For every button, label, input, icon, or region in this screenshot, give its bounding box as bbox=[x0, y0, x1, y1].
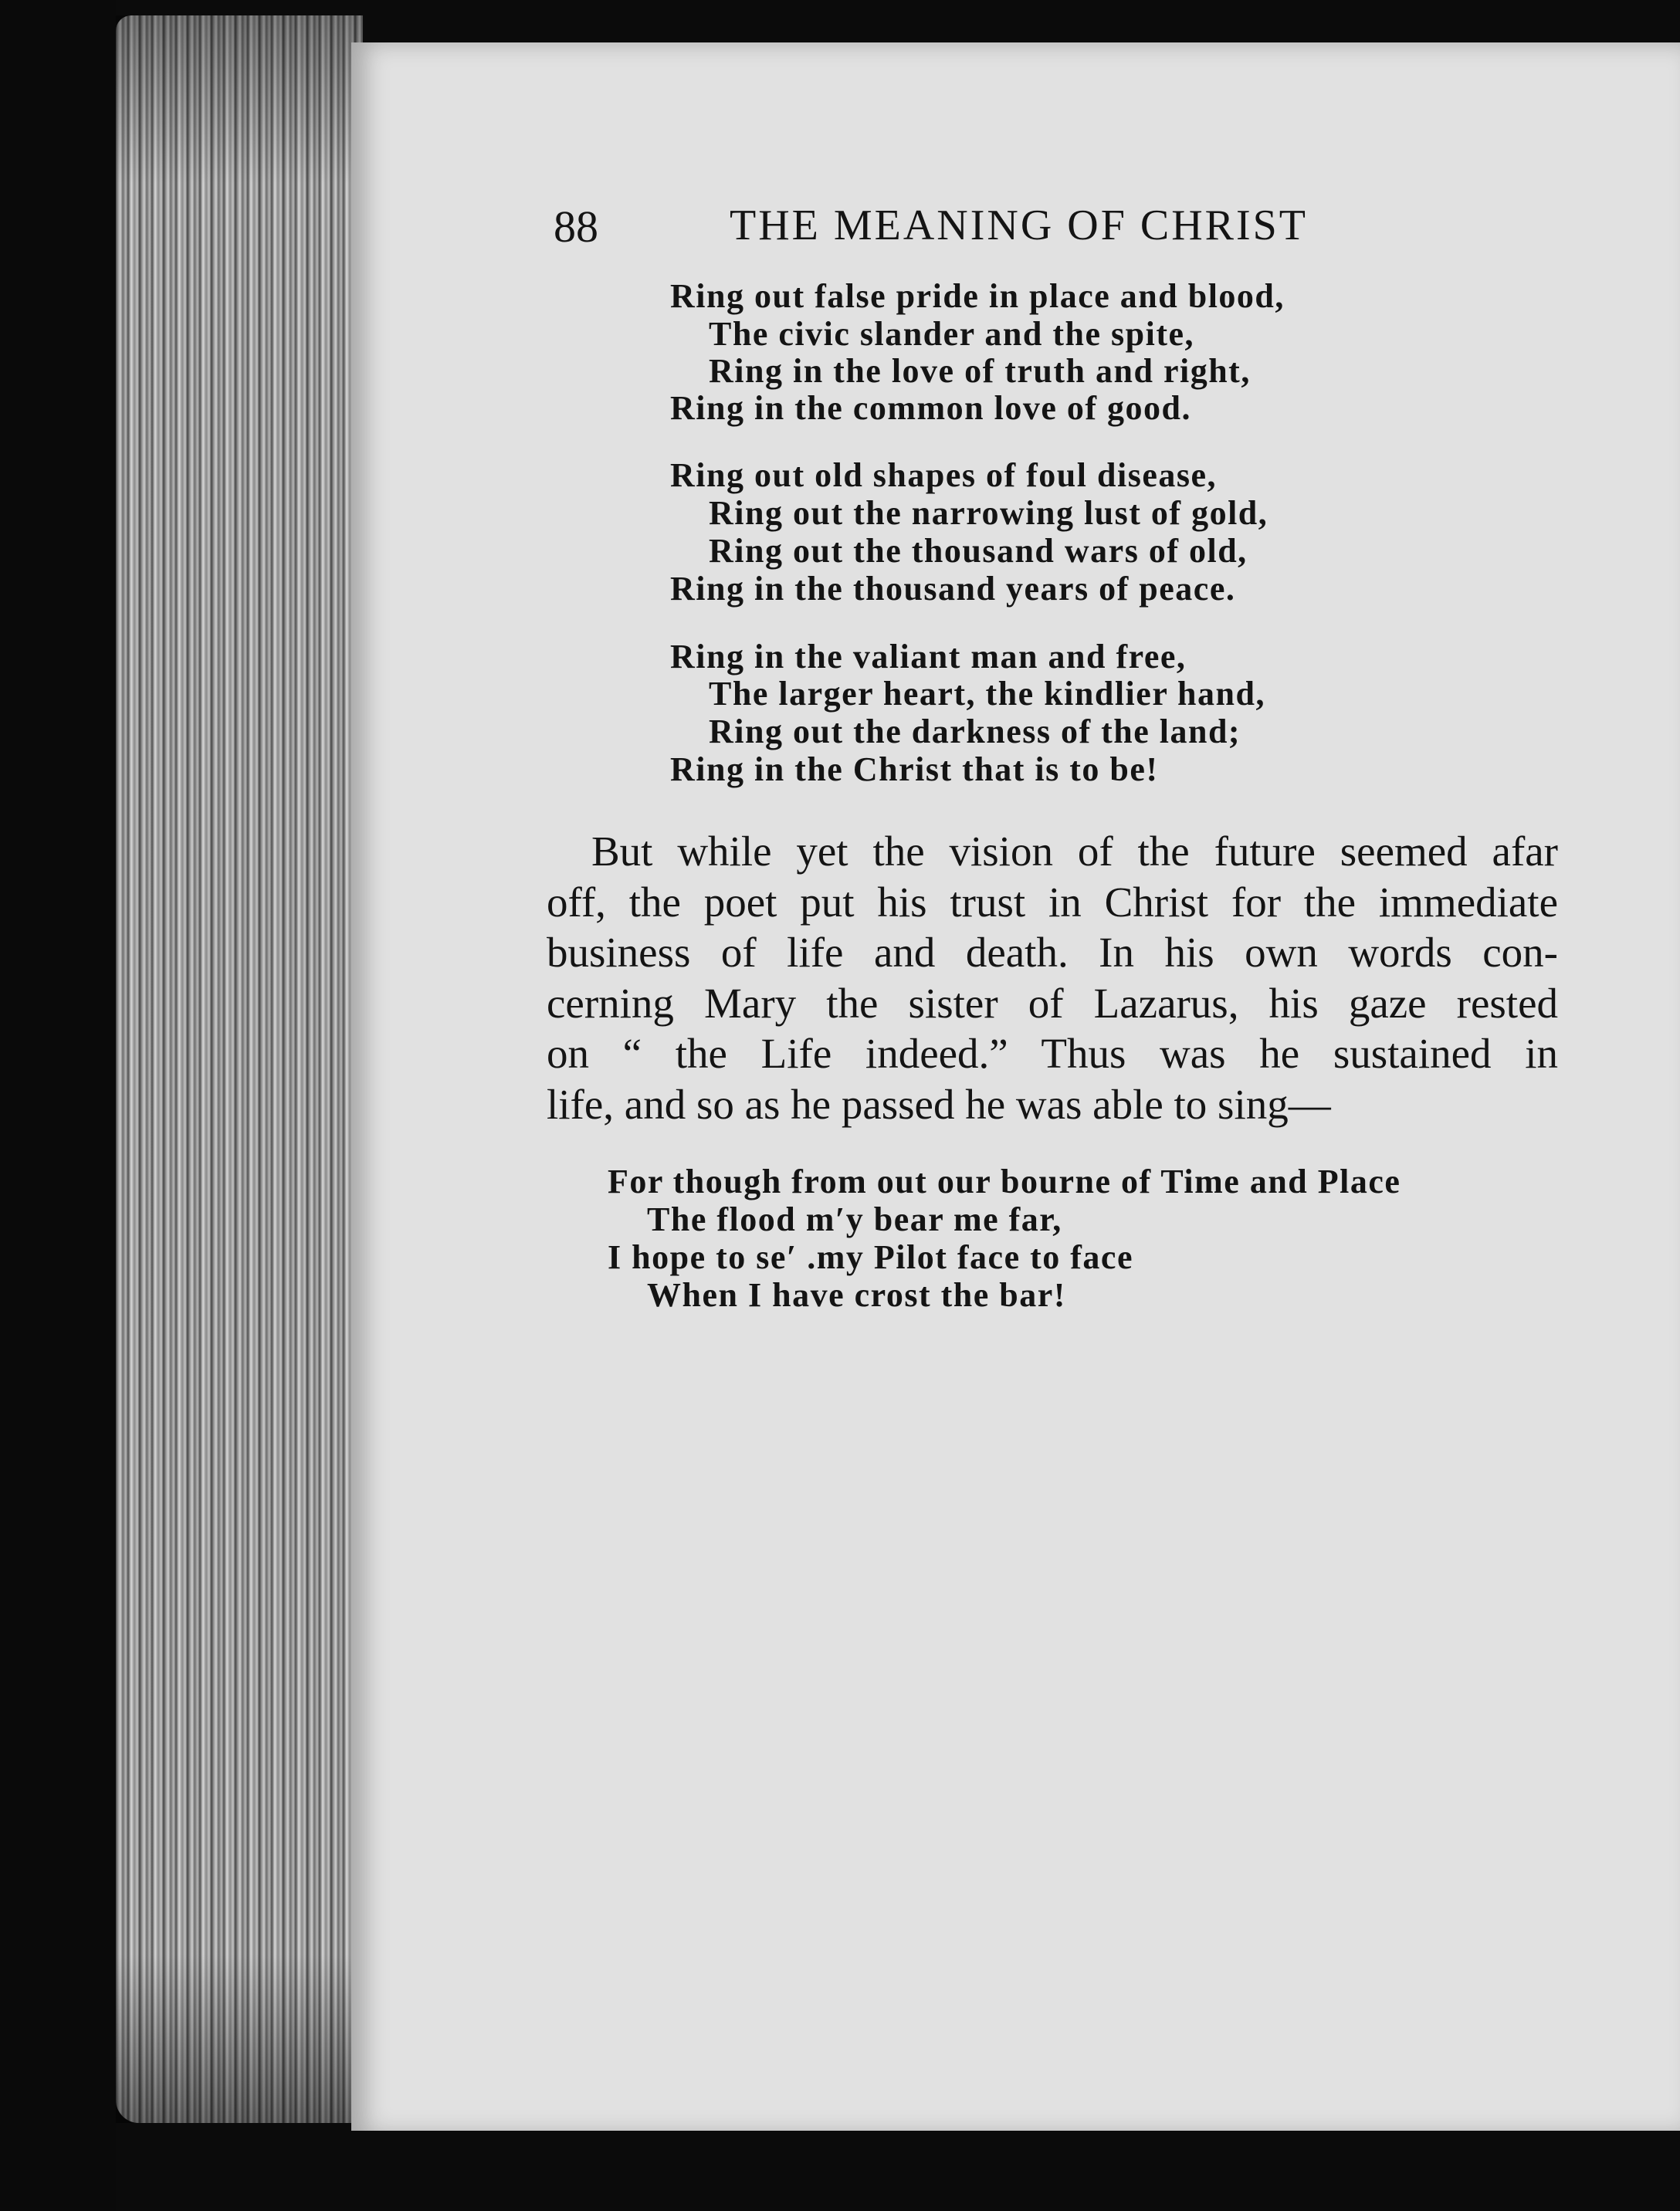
poem-line: For though from out our bourne of Time and Place bbox=[608, 1163, 1401, 1200]
page-number: 88 bbox=[554, 201, 598, 252]
poem-line: Ring out old shapes of foul disease, bbox=[670, 456, 1218, 494]
prose-line: business of life and death. In his own words con- bbox=[547, 929, 1558, 976]
poem-line: Ring in the valiant man and free, bbox=[670, 638, 1187, 675]
poem-line: I hope to seʹ .my Pilot face to face bbox=[608, 1238, 1133, 1276]
prose-line: off, the poet put his trust in Christ for the immediate bbox=[547, 878, 1558, 926]
poem-line: Ring out false pride in place and blood, bbox=[670, 277, 1285, 315]
poem-line: The civic slander and the spite, bbox=[709, 315, 1195, 353]
poem-line: Ring out the narrowing lust of gold, bbox=[709, 494, 1268, 532]
prose-paragraph bbox=[547, 826, 1558, 1129]
poem-line: When I have crost the bar! bbox=[647, 1276, 1066, 1314]
prose-line: cerning Mary the sister of Lazarus, his gaze rested bbox=[547, 979, 1558, 1027]
book-page-edges bbox=[116, 15, 363, 2123]
poem-line: Ring in the Christ that is to be! bbox=[670, 750, 1159, 788]
poem-line: The larger heart, the kindlier hand, bbox=[709, 675, 1265, 713]
prose-line: But while yet the vision of the future seemed afar bbox=[591, 828, 1558, 875]
prose-line: on “ the Life indeed.” Thus was he sustained in bbox=[547, 1030, 1558, 1077]
poem-line: The flood mʹy bear me far, bbox=[647, 1200, 1062, 1238]
running-title: THE MEANING OF CHRIST bbox=[730, 201, 1308, 249]
poem-line: Ring in the common love of good. bbox=[670, 389, 1191, 427]
scan-dark-bottom bbox=[116, 2131, 1680, 2211]
poem-line: Ring in the thousand years of peace. bbox=[670, 570, 1236, 608]
prose-line: life, and so as he passed he was able to sing— bbox=[547, 1080, 1331, 1128]
poem-line: Ring in the love of truth and right, bbox=[709, 352, 1251, 390]
scan-dark-margin bbox=[0, 0, 116, 2211]
book-page bbox=[351, 42, 1680, 2135]
poem-line: Ring out the darkness of the land; bbox=[709, 713, 1241, 750]
poem-line: Ring out the thousand wars of old, bbox=[709, 532, 1248, 570]
page-header bbox=[351, 201, 1680, 255]
